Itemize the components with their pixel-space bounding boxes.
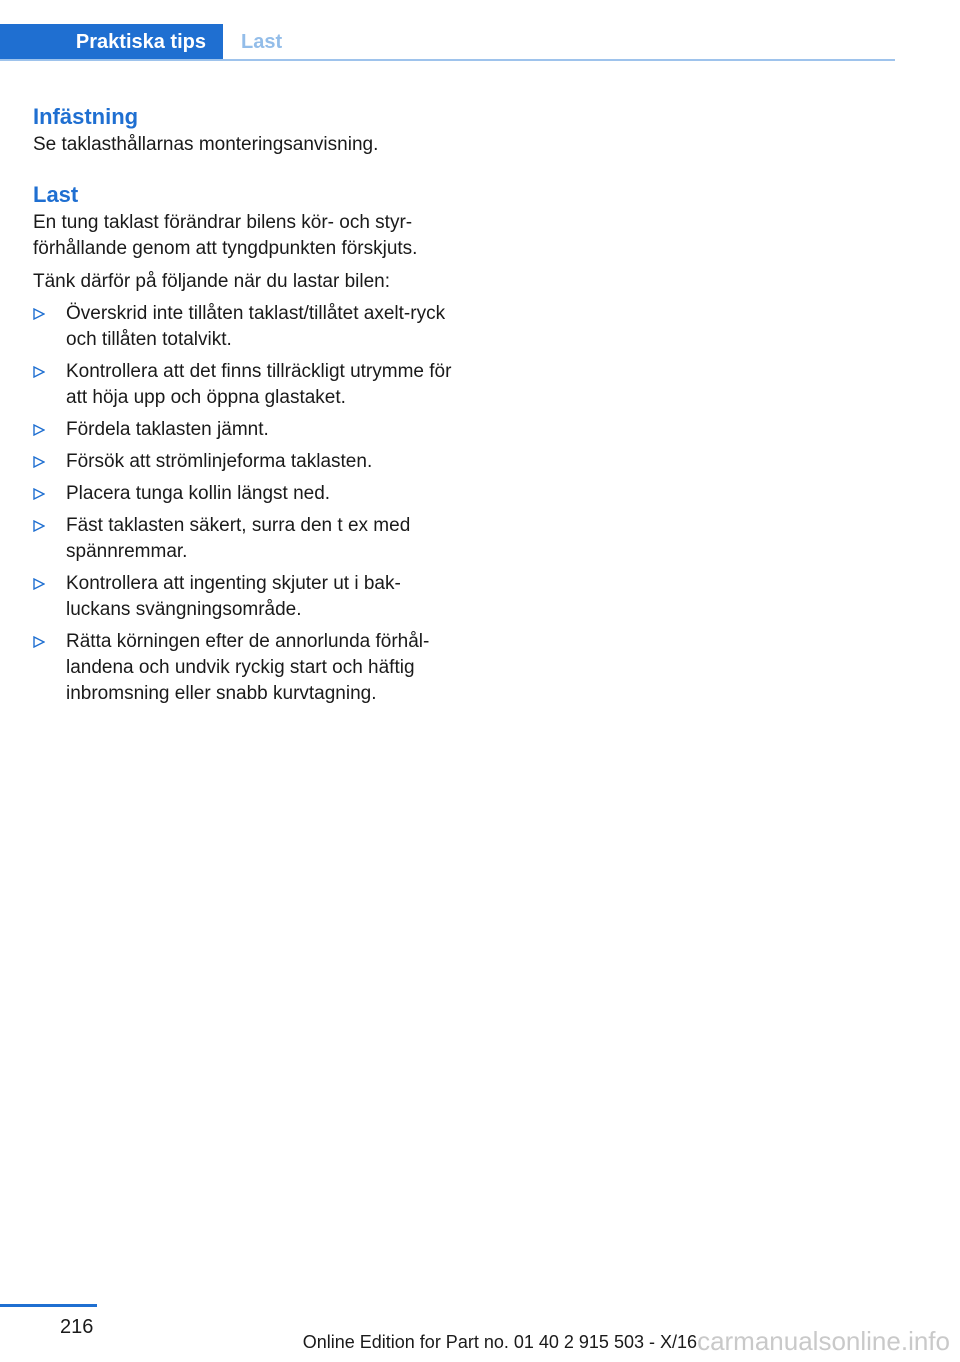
list-item [33, 449, 453, 475]
triangle-right-outline-icon [33, 424, 45, 436]
list-item-text: Fördela taklasten jämnt. [66, 419, 269, 440]
list-item-text: Fäst taklasten säkert, surra den t ex med spännremmar. [66, 515, 411, 562]
triangle-right-outline-icon [33, 366, 45, 378]
section-infastning [33, 102, 453, 158]
list-item [33, 417, 453, 443]
list-item-text: Rätta körningen efter de annorlunda förhål-landena och undvik ryckig start och häftig inbromsning eller snabb kurvtagning. [66, 631, 430, 704]
bullet-list [33, 301, 453, 707]
triangle-right-outline-icon [33, 456, 45, 468]
footer-accent-line [0, 1304, 97, 1307]
edition-note: Online Edition for Part no. 01 40 2 915 503 - X/16 [302, 1332, 697, 1352]
triangle-right-outline-icon [33, 578, 45, 590]
chapter-tab [0, 24, 223, 61]
paragraph: En tung taklast förändrar bilens kör- och styr-förhållande genom att tyngdpunkten förskjuts. [33, 212, 418, 259]
triangle-right-outline-icon [33, 308, 45, 320]
current-topic-tab [241, 24, 282, 61]
triangle-right-outline-icon [33, 636, 45, 648]
list-item [33, 359, 453, 411]
watermark: carmanualsonline.info [697, 1326, 950, 1356]
page-number: 216 [60, 1316, 94, 1338]
list-item-text: Kontrollera att det finns tillräckligt utrymme för att höja upp och öppna glastaket. [66, 361, 452, 408]
paragraph: Tänk därför på följande när du lastar bilen: [33, 271, 390, 292]
list-item [33, 481, 453, 507]
paragraph: Se taklasthållarnas monteringsanvisning. [33, 134, 379, 155]
triangle-right-outline-icon [33, 488, 45, 500]
current-topic-title: Last [241, 31, 283, 53]
list-item [33, 301, 453, 353]
list-item [33, 571, 453, 623]
section-last [33, 180, 453, 707]
list-item [33, 629, 453, 707]
section-heading: Infästning [33, 104, 139, 129]
list-item [33, 513, 453, 565]
list-item-text: Försök att strömlinjeforma taklasten. [66, 451, 373, 472]
main-content [33, 102, 453, 713]
chapter-title: Praktiska tips [75, 31, 206, 53]
section-heading: Last [33, 182, 79, 207]
list-item-text: Kontrollera att ingenting skjuter ut i bak-luckans svängningsområde. [66, 573, 401, 620]
header-divider [0, 59, 895, 61]
page-header [0, 24, 895, 62]
triangle-right-outline-icon [33, 520, 45, 532]
list-item-text: Placera tunga kollin längst ned. [66, 483, 331, 504]
list-item-text: Överskrid inte tillåten taklast/tillåtet axelt-ryck och tillåten totalvikt. [66, 303, 446, 350]
